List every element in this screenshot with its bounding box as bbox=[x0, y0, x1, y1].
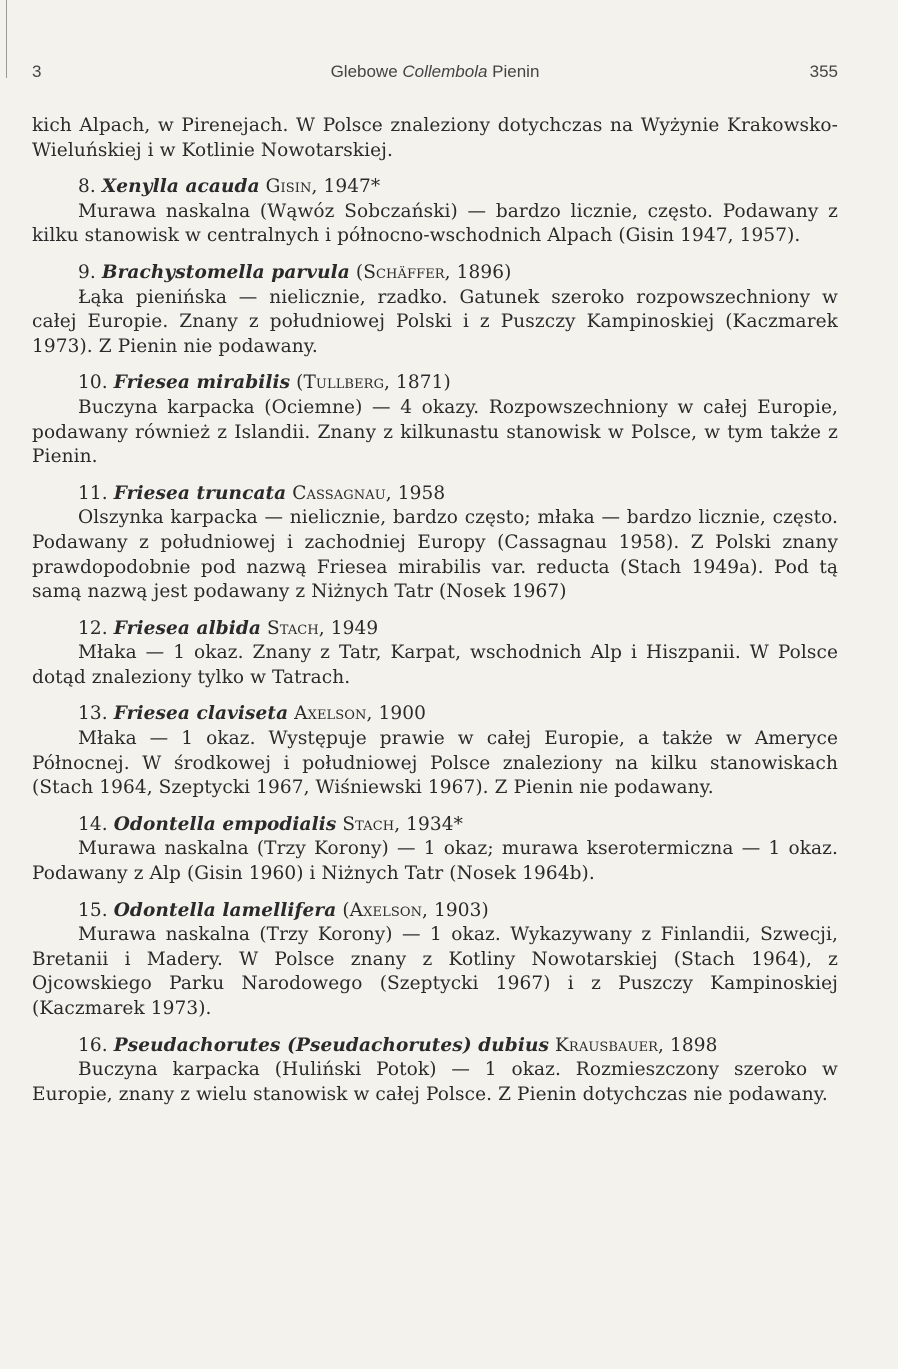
species-name: Friesea albida bbox=[113, 617, 261, 639]
species-name: Friesea mirabilis bbox=[113, 372, 291, 394]
article-body bbox=[32, 114, 838, 1107]
species-number: 14. bbox=[78, 813, 108, 835]
species-author: (Schäffer, 1896) bbox=[355, 261, 512, 283]
species-heading bbox=[32, 813, 838, 838]
species-name: Brachystomella parvula bbox=[101, 261, 350, 283]
species-number: 8. bbox=[78, 176, 96, 198]
chapter-marker: 3 bbox=[32, 62, 42, 81]
species-description: Murawa naskalna (Wąwóz Sobczański) — bardzo licznie, często. Podawany z kilku stanowisk w centralnych i północno-wschodnich Alpach (Gisin 1947, 1957). bbox=[32, 200, 838, 247]
species-number: 9. bbox=[78, 261, 96, 283]
species-name: Pseudachorutes (Pseudachorutes) dubius bbox=[113, 1034, 550, 1056]
species-description: Łąka pienińska — nielicznie, rzadko. Gatunek szeroko rozpowszechniony w całej Europie. Znany z południowej Polski i z Puszczy Kampinoskiej (Kaczmarek 1973). Z Pienin nie podawany. bbox=[32, 286, 838, 357]
species-author: Gisin, 1947* bbox=[265, 176, 381, 198]
running-title: Glebowe Collembola Pienin bbox=[330, 62, 540, 81]
species-list bbox=[32, 175, 838, 1107]
species-author: Cassagnau, 1958 bbox=[292, 482, 446, 504]
species-heading bbox=[32, 1034, 838, 1059]
species-number: 16. bbox=[78, 1034, 108, 1056]
species-author: Axelson, 1900 bbox=[294, 703, 426, 725]
species-number: 11. bbox=[78, 482, 108, 504]
species-name: Odontella lamellifera bbox=[113, 899, 337, 921]
page-number: 355 bbox=[809, 62, 838, 81]
species-description: Buczyna karpacka (Ociemne) — 4 okazy. Rozpowszechniony w całej Europie, podawany również z Islandii. Znany z kilkunastu stanowisk w Polsce, w tym także z Pienin. bbox=[32, 396, 838, 468]
species-description: Murawa naskalna (Trzy Korony) — 1 okaz; murawa kserotermiczna — 1 okaz. Podawany z Alp (Gisin 1960) i Niżnych Tatr (Nosek 1964b). bbox=[32, 838, 838, 885]
species-author: Krausbauer, 1898 bbox=[555, 1034, 718, 1056]
species-number: 10. bbox=[78, 372, 108, 394]
intro-paragraph: kich Alpach, w Pirenejach. W Polsce znaleziony dotychczas na Wyżynie Krakowsko-Wieluńskiej i w Kotlinie Nowotarskiej. bbox=[32, 115, 838, 161]
running-header bbox=[32, 62, 838, 86]
species-number: 13. bbox=[78, 703, 108, 725]
page-edge-line bbox=[6, 0, 7, 78]
species-number: 12. bbox=[78, 617, 108, 639]
species-heading bbox=[32, 261, 838, 286]
species-description: Młaka — 1 okaz. Znany z Tatr, Karpat, wschodnich Alp i Hiszpanii. W Polsce dotąd znaleziony tylko w Tatrach. bbox=[32, 642, 838, 688]
species-author: Stach, 1934* bbox=[342, 813, 463, 835]
species-name: Xenylla acauda bbox=[101, 176, 260, 198]
species-heading bbox=[32, 617, 838, 642]
species-heading bbox=[32, 371, 838, 396]
species-description: Olszynka karpacka — nielicznie, bardzo często; młaka — bardzo licznie, często. Podawany z południowej i zachodniej Europy (Cassagnau 1958). Z Polski znany prawdopodobnie pod nazwą Friesea mirabilis var. reducta (Stach 1949a). Pod tą samą nazwą jest podawany z Niżnych Tatr (Nosek 1967) bbox=[32, 507, 838, 603]
species-name: Friesea claviseta bbox=[113, 703, 289, 725]
species-name: Friesea truncata bbox=[113, 482, 287, 504]
species-author: (Tullberg, 1871) bbox=[296, 372, 451, 394]
species-author: Stach, 1949 bbox=[266, 617, 379, 639]
species-heading bbox=[32, 175, 838, 200]
species-author: (Axelson, 1903) bbox=[342, 899, 489, 921]
species-name: Odontella empodialis bbox=[113, 813, 337, 835]
species-description: Młaka — 1 okaz. Występuje prawie w całej Europie, a także w Ameryce Północnej. W środkowej i południowej Polsce znaleziony na kilku stanowiskach (Stach 1964, Szeptycki 1967, Wiśniewski 1967). Z Pienin nie podawany. bbox=[32, 728, 838, 799]
species-description: Buczyna karpacka (Huliński Potok) — 1 okaz. Rozmieszczony szeroko w Europie, znany z wielu stanowisk w całej Polsce. Z Pienin dotychczas nie podawany. bbox=[32, 1059, 838, 1105]
species-heading bbox=[32, 899, 838, 924]
species-description: Murawa naskalna (Trzy Korony) — 1 okaz. Wykazywany z Finlandii, Szwecji, Bretanii i Madery. W Polsce znany z Kotliny Nowotarskiej (Stach 1964), z Ojcowskiego Parku Narodowego (Szeptycki 1967) i z Puszczy Kampinoskiej (Kaczmarek 1973). bbox=[32, 924, 838, 1019]
running-title-taxon: Collembola bbox=[402, 62, 488, 81]
species-number: 15. bbox=[78, 899, 108, 921]
species-heading bbox=[32, 702, 838, 727]
species-heading bbox=[32, 482, 838, 507]
